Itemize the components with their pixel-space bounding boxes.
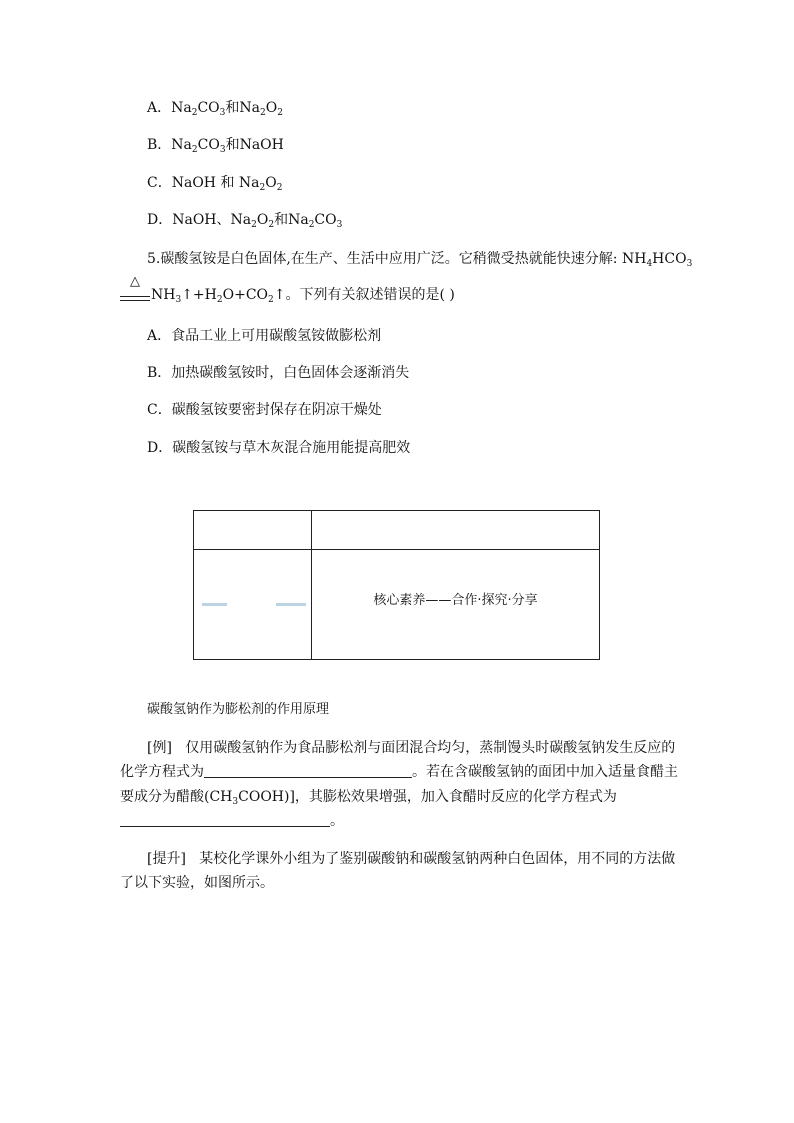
q5-stem-line2: $NH_3↑+H_2O+CO_2↑$。下列有关叙述错误的是( ) [151,287,455,305]
q4-option-c: C．NaOH 和 $Na_2O_2$ [147,175,283,193]
section-heading: 碳酸氢钠作为膨松剂的作用原理 [147,702,330,717]
reaction-equals-sign [120,296,150,301]
improve-line1: [提升] 某校化学课外小组为了鉴别碳酸钠和碳酸氢钠两种白色固体，用不同的方法做 [147,851,676,867]
improve-line2: 了以下实验，如图所示。 [120,875,274,891]
core-literacy-table [193,510,600,660]
q5-option-c: C．碳酸氢铵要密封保存在阴凉干燥处 [147,402,382,418]
example-line3: 要成分为醋酸$(CH_3COOH)$]，其膨松效果增强，加入食醋时反应的化学方程式为 [120,789,617,807]
answer-blank[interactable] [204,763,412,778]
q5-option-a: A．食品工业上可用碳酸氢铵做膨松剂 [147,328,382,344]
q5-option-d: D．碳酸氢铵与草木灰混合施用能提高肥效 [147,440,411,456]
example-line4: 。 [120,811,676,831]
example-line1: [例] 仅用碳酸氢钠作为食品膨松剂与面团混合均匀，蒸制馒头时碳酸氢钠发生反应的 [147,740,676,756]
q5-option-b: B．加热碳酸氢铵时，白色固体会逐渐消失 [147,365,410,381]
q4-option-a: A．$Na_2CO_3$和$Na_2O_2$ [147,100,283,118]
q4-option-b: B．$Na_2CO_3$和NaOH [147,137,284,155]
table-title: 核心素养——合作·探究·分享 [373,593,538,608]
faint-image-mark [276,603,306,606]
example-line2: 化学方程式为 。若在含碳酸氢钠的面团中加入适量食醋主 [120,764,678,780]
heating-triangle-icon: △ [130,274,140,289]
q5-stem-line1: 5.碳酸氢铵是白色固体,在生产、生活中应用广泛。它稍微受热就能快速分解: $NH_4HCO_3$ [147,251,693,269]
answer-blank[interactable] [120,812,330,827]
faint-image-mark [202,603,227,606]
q4-option-d: D．NaOH、$Na_2O_2$和$Na_2CO_3$ [147,212,343,230]
table-divider-vertical [311,511,312,659]
table-divider-horizontal [194,549,599,550]
